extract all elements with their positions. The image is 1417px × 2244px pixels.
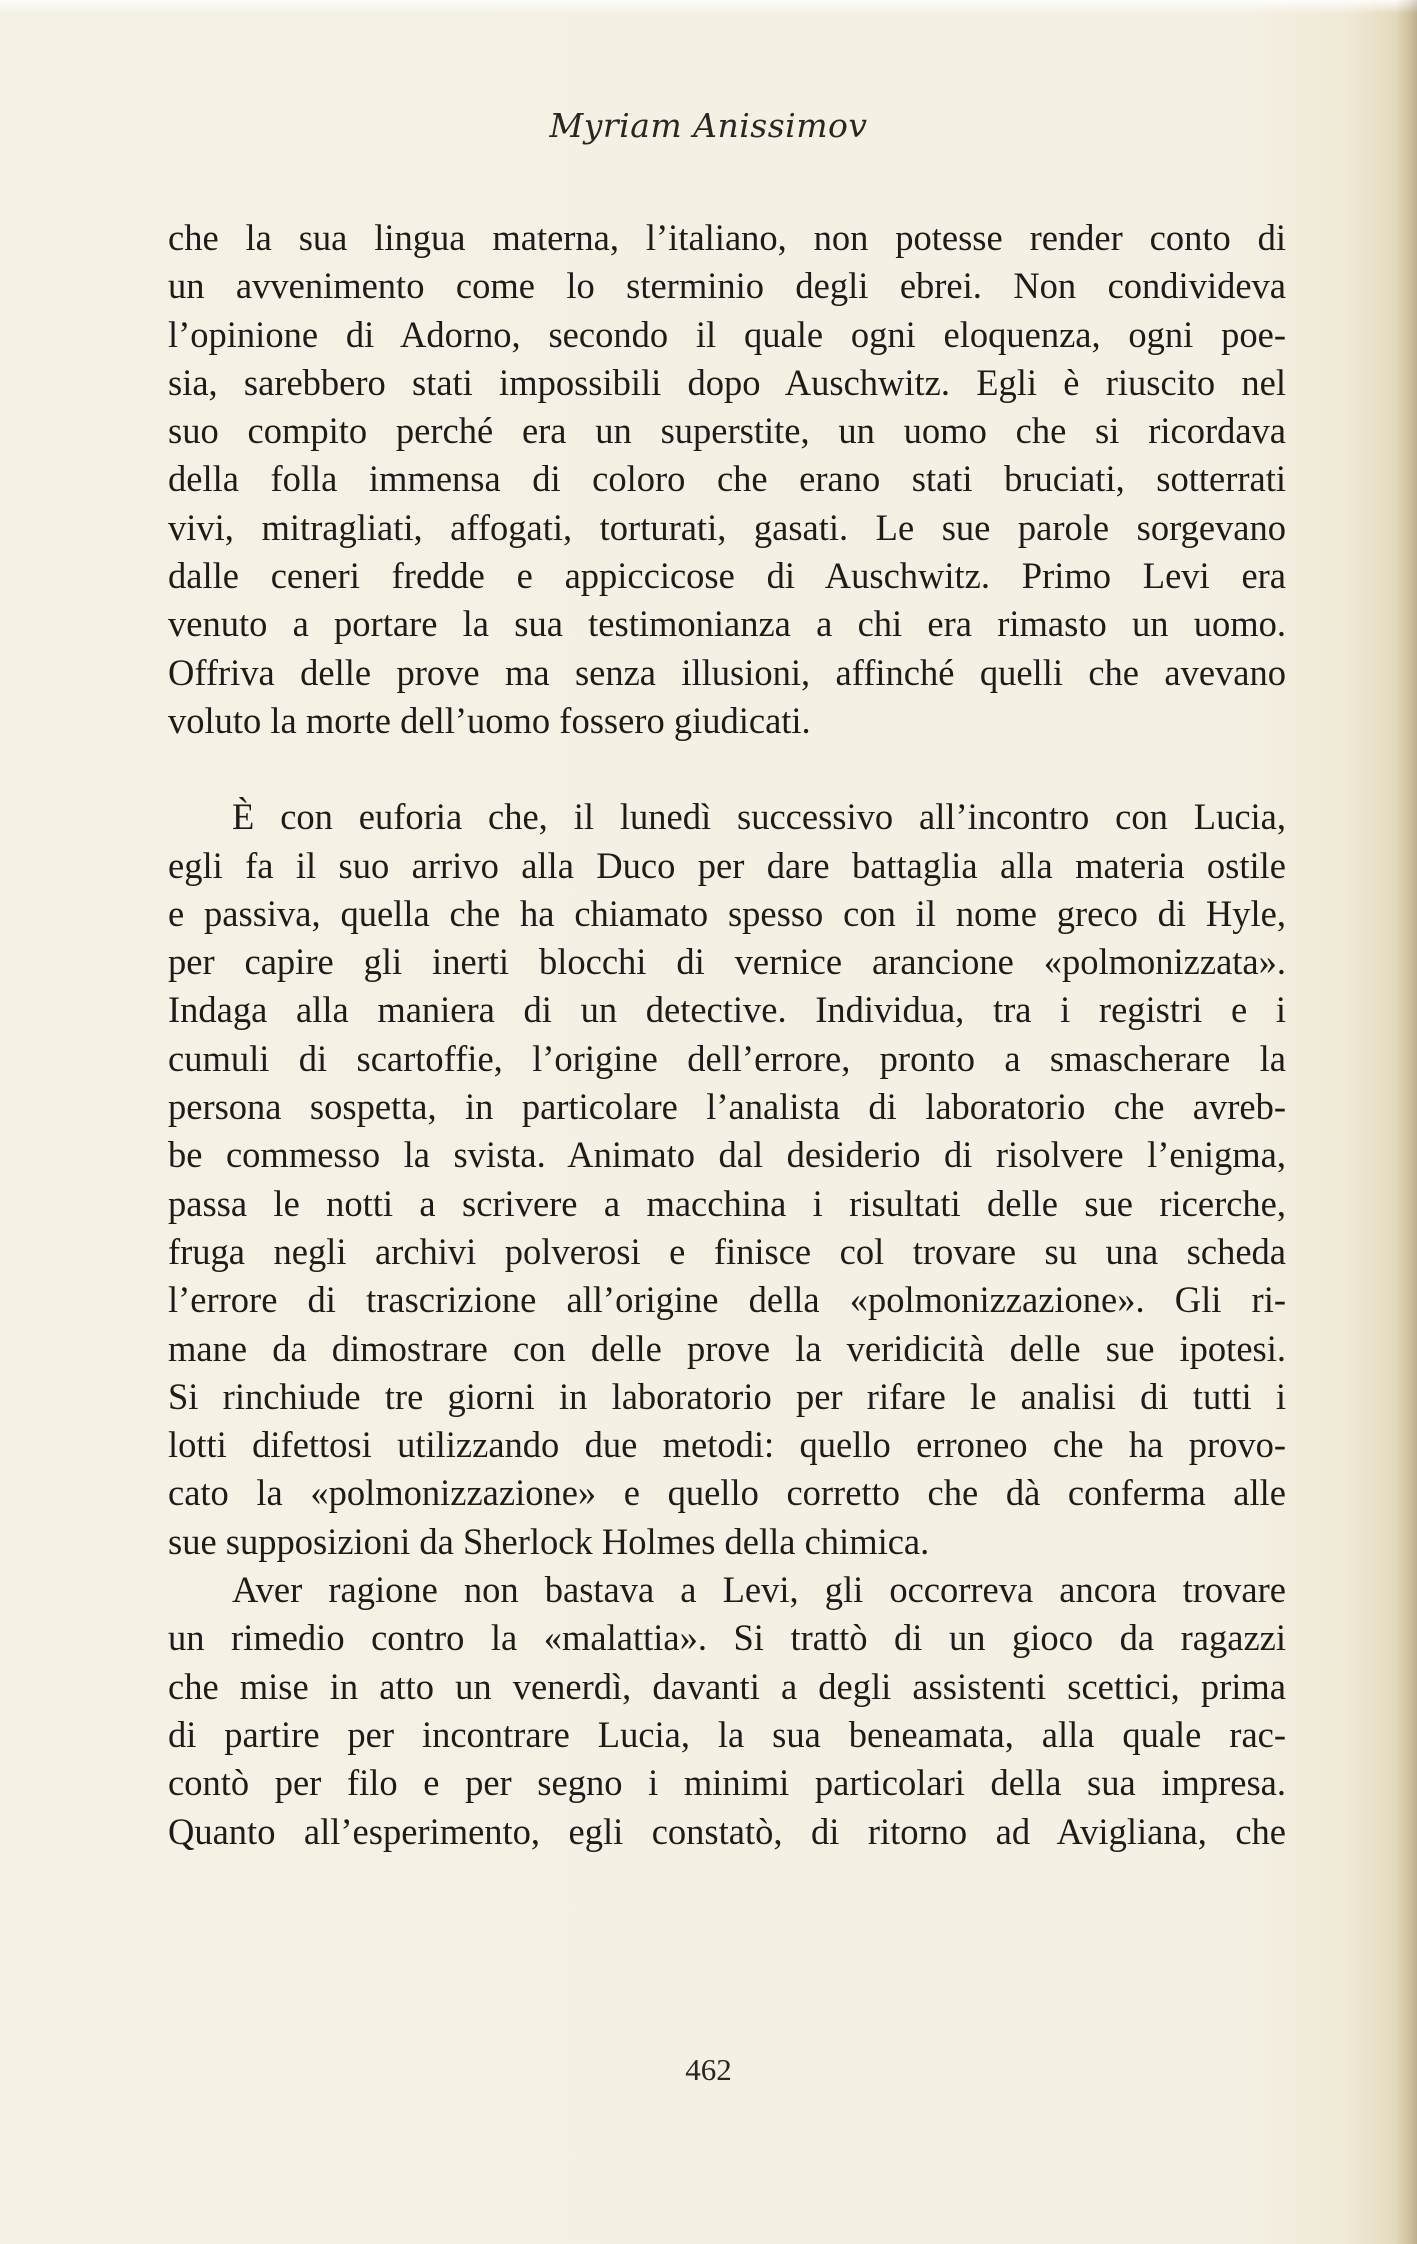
text-line: venuto a portare la sua testimonianza a chi era rimasto un uomo. xyxy=(168,603,1286,645)
text-line: sia, sarebbero stati impossibili dopo Auschwitz. Egli è riuscito nel xyxy=(168,361,1286,403)
text-line: che la sua lingua materna, l’italiano, non potesse render conto di xyxy=(168,217,1286,258)
text-line: l’opinione di Adorno, secondo il quale ogni eloquenza, ogni poe- xyxy=(168,313,1286,355)
text-line: cato la «polmonizzazione» e quello corretto che dà conferma alle xyxy=(168,1472,1286,1514)
text-line: mane da dimostrare con delle prove la veridicità delle sue ipotesi. xyxy=(168,1327,1286,1369)
page-top-edge xyxy=(0,0,1417,14)
text-line: vivi, mitragliati, affogati, torturati, gasati. Le sue parole sorgevano xyxy=(168,506,1286,548)
text-line: lotti difettosi utilizzando due metodi: quello erroneo che ha provo- xyxy=(168,1424,1286,1466)
text-line: un rimedio contro la «malattia». Si trattò di un gioco da ragazzi xyxy=(168,1617,1286,1659)
text-line: di partire per incontrare Lucia, la sua beneamata, alla quale rac- xyxy=(168,1713,1286,1755)
text-line: egli fa il suo arrivo alla Duco per dare battaglia alla materia ostile xyxy=(168,844,1286,886)
text-line: suo compito perché era un superstite, un uomo che si ricordava xyxy=(168,410,1286,452)
page-number: 462 xyxy=(685,2052,732,2087)
text-line: Offriva delle prove ma senza illusioni, affinché quelli che avevano xyxy=(168,651,1286,693)
text-line: voluto la morte dell’uomo fossero giudicati. xyxy=(168,699,811,741)
running-head: Myriam Anissimov xyxy=(549,106,868,145)
paragraph-3 xyxy=(168,1566,1286,1856)
text-line: per capire gli inerti blocchi di vernice arancione «polmonizzata». xyxy=(168,941,1286,983)
body-text xyxy=(168,214,1286,1856)
text-line: dalle ceneri fredde e appiccicose di Auschwitz. Primo Levi era xyxy=(168,555,1286,597)
text-line: È con euforia che, il lunedì successivo all’incontro con Lucia, xyxy=(232,796,1286,838)
text-line: Si rinchiude tre giorni in laboratorio per rifare le analisi di tutti i xyxy=(168,1375,1286,1417)
text-line: Indaga alla maniera di un detective. Individua, tra i registri e i xyxy=(168,989,1286,1031)
text-line: della folla immensa di coloro che erano stati bruciati, sotterrati xyxy=(168,458,1286,500)
text-line: Quanto all’esperimento, egli constatò, di ritorno ad Avigliana, che xyxy=(168,1810,1286,1852)
text-line: e passiva, quella che ha chiamato spesso con il nome greco di Hyle, xyxy=(168,892,1286,934)
text-line: passa le notti a scrivere a macchina i risultati delle sue ricerche, xyxy=(168,1182,1286,1224)
text-line: l’errore di trascrizione all’origine della «polmonizzazione». Gli ri- xyxy=(168,1279,1286,1321)
text-line: fruga negli archivi polverosi e finisce col trovare su una scheda xyxy=(168,1230,1286,1272)
text-line: sue supposizioni da Sherlock Holmes della chimica. xyxy=(168,1520,930,1562)
text-line: cumuli di scartoffie, l’origine dell’errore, pronto a smascherare la xyxy=(168,1037,1286,1079)
paragraph-1 xyxy=(168,214,1286,745)
text-line: contò per filo e per segno i minimi particolari della sua impresa. xyxy=(168,1762,1286,1804)
text-line: Aver ragione non bastava a Levi, gli occorreva ancora trovare xyxy=(232,1569,1286,1611)
text-line: un avvenimento come lo sterminio degli ebrei. Non condivideva xyxy=(168,265,1286,307)
paragraph-2 xyxy=(168,793,1286,1566)
page-gutter-shadow xyxy=(1395,0,1417,2244)
text-line: be commesso la svista. Animato dal desiderio di risolvere l’enigma, xyxy=(168,1134,1286,1176)
text-line: che mise in atto un venerdì, davanti a degli assistenti scettici, prima xyxy=(168,1665,1286,1707)
text-line: persona sospetta, in particolare l’analista di laboratorio che avreb- xyxy=(168,1086,1286,1128)
